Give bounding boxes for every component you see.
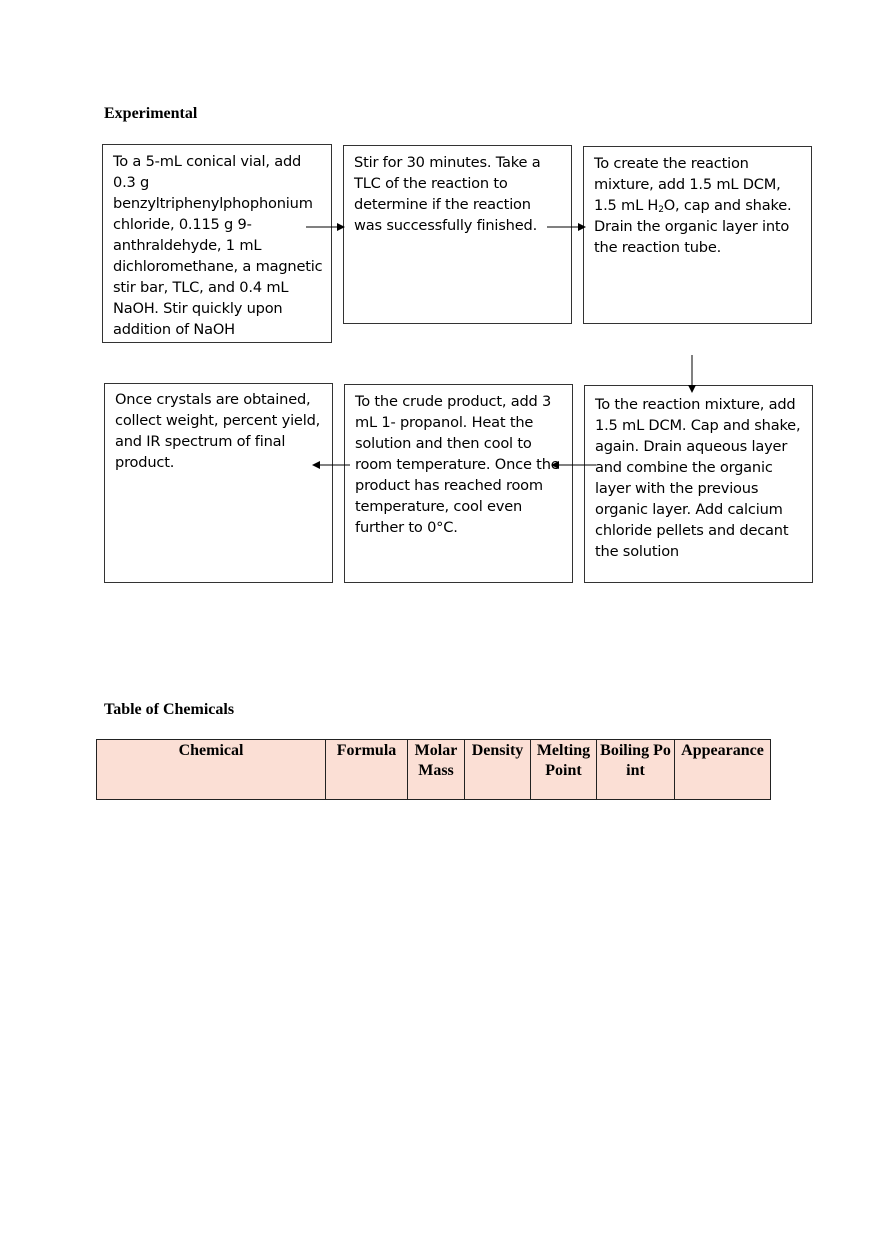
- step-3-subscript: 2: [658, 205, 664, 215]
- step-4-box: To the reaction mixture, add 1.5 mL DCM. Cap and shake, again. Drain aqueous layer and combine the organic layer with the previous organic layer. Add calcium chloride pellets and decant the solution: [584, 385, 813, 583]
- step-3-text-before: To create the reaction mixture, add 1.5 mL DCM, 1.5 mL H: [594, 155, 781, 214]
- table-of-chemicals-heading: Table of Chemicals: [104, 701, 235, 718]
- step-6-box: Once crystals are obtained, collect weight, percent yield, and IR spectrum of final product.: [104, 383, 333, 583]
- experimental-heading: Experimental: [104, 105, 198, 122]
- col-boiling-point: Boiling Point: [597, 740, 675, 800]
- step-1-box: To a 5-mL conical vial, add 0.3 g benzyltriphenylphophonium chloride, 0.115 g 9-anthraldehyde, 1 mL dichloromethane, a magnetic stir bar, TLC, and 0.4 mL NaOH. Stir quickly upon addition of NaOH: [102, 144, 332, 343]
- col-molar-mass: Molar Mass: [408, 740, 465, 800]
- chemicals-header-row: [97, 740, 771, 800]
- col-appearance: Appearance: [675, 740, 771, 800]
- step-3-text-after: O, cap and shake. Drain the organic layer into the reaction tube.: [594, 197, 792, 256]
- col-density: Density: [465, 740, 531, 800]
- chemicals-table: [96, 739, 771, 800]
- col-formula: Formula: [326, 740, 408, 800]
- col-melting-point: Melting Point: [531, 740, 597, 800]
- step-2-box: Stir for 30 minutes. Take a TLC of the reaction to determine if the reaction was successfully finished.: [343, 145, 572, 324]
- col-chemical: Chemical: [97, 740, 326, 800]
- step-5-box: To the crude product, add 3 mL 1- propanol. Heat the solution and then cool to room temperature. Once the product has reached room temperature, cool even further to 0°C.: [344, 384, 573, 583]
